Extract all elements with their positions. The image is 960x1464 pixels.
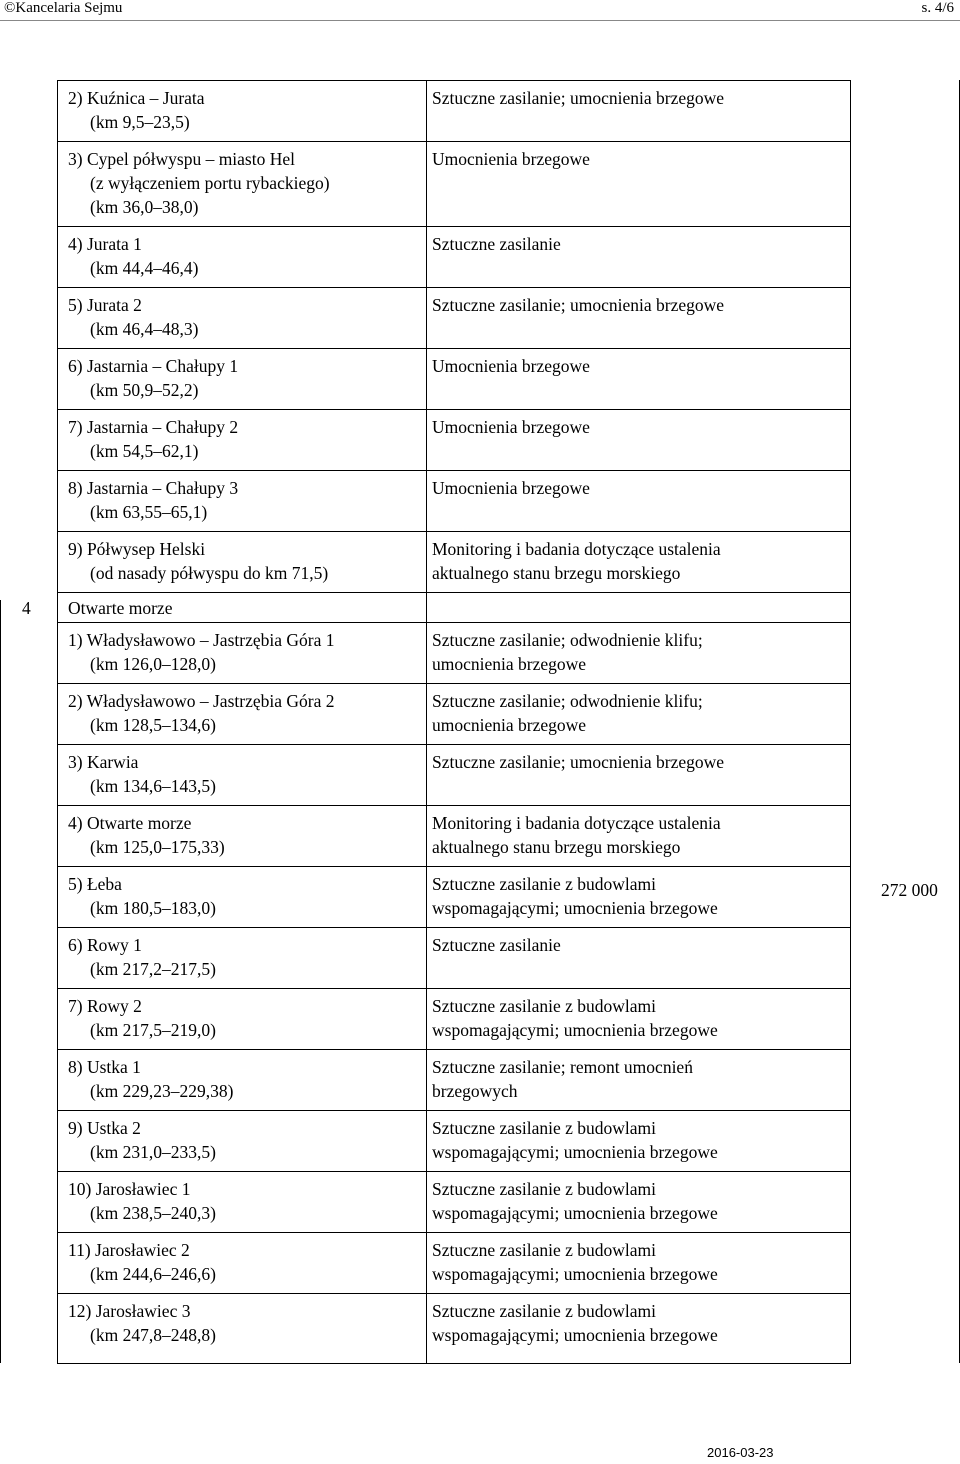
page-header bbox=[0, 0, 960, 20]
row-divider bbox=[57, 622, 851, 623]
location-name: 5) Łeba bbox=[68, 874, 122, 894]
location-name: 2) Władysławowo – Jastrzębia Góra 2 bbox=[68, 691, 335, 711]
location-km: (km 238,5–240,3) bbox=[90, 1203, 216, 1223]
row-divider bbox=[57, 531, 851, 532]
measure-text: Sztuczne zasilanie z budowlami bbox=[432, 874, 657, 894]
measure-text: Sztuczne zasilanie; odwodnienie klifu; bbox=[432, 691, 703, 711]
measure-text: umocnienia brzegowe bbox=[432, 715, 587, 735]
total-amount: 272 000 bbox=[881, 880, 938, 900]
location-name: 12) Jarosławiec 3 bbox=[68, 1301, 191, 1321]
row-divider bbox=[57, 805, 851, 806]
measure-text: Umocnienia brzegowe bbox=[432, 356, 590, 376]
location-km: (km 128,5–134,6) bbox=[90, 715, 216, 735]
location-name: 7) Rowy 2 bbox=[68, 996, 142, 1016]
measure-text: Sztuczne zasilanie z budowlami bbox=[432, 1179, 657, 1199]
location-name: 5) Jurata 2 bbox=[68, 295, 142, 315]
measure-text: umocnienia brzegowe bbox=[432, 654, 587, 674]
row-divider bbox=[57, 1293, 851, 1294]
location-name: 8) Ustka 1 bbox=[68, 1057, 141, 1077]
measure-text: Sztuczne zasilanie bbox=[432, 935, 561, 955]
measure-text: aktualnego stanu brzegu morskiego bbox=[432, 563, 681, 583]
table-bottom-border bbox=[57, 1363, 851, 1364]
page-number: s. 4/6 bbox=[921, 0, 954, 16]
location-km: (km 180,5–183,0) bbox=[90, 898, 216, 918]
measure-text: Umocnienia brzegowe bbox=[432, 478, 590, 498]
location-name: 3) Cypel półwyspu – miasto Hel bbox=[68, 149, 295, 169]
location-km: (km 50,9–52,2) bbox=[90, 380, 199, 400]
measure-text: Sztuczne zasilanie; umocnienia brzegowe bbox=[432, 295, 725, 315]
location-name: 9) Półwysep Helski bbox=[68, 539, 206, 559]
table-border-left bbox=[0, 600, 1, 1363]
row-divider bbox=[57, 988, 851, 989]
location-km: (km 125,0–175,33) bbox=[90, 837, 225, 857]
location-name: 4) Otwarte morze bbox=[68, 813, 192, 833]
row-divider bbox=[57, 348, 851, 349]
measure-text: wspomagającymi; umocnienia brzegowe bbox=[432, 1264, 718, 1284]
location-km: (km 44,4–46,4) bbox=[90, 258, 199, 278]
measure-text: wspomagającymi; umocnienia brzegowe bbox=[432, 1020, 718, 1040]
row-divider bbox=[57, 1171, 851, 1172]
location-km: (km 54,5–62,1) bbox=[90, 441, 199, 461]
measure-text: aktualnego stanu brzegu morskiego bbox=[432, 837, 681, 857]
measure-text: Sztuczne zasilanie z budowlami bbox=[432, 1301, 657, 1321]
copyright-label: ©Kancelaria Sejmu bbox=[4, 0, 123, 16]
measure-text: Sztuczne zasilanie z budowlami bbox=[432, 1240, 657, 1260]
measure-text: Umocnienia brzegowe bbox=[432, 417, 590, 437]
location-name: 10) Jarosławiec 1 bbox=[68, 1179, 191, 1199]
location-km: (km 134,6–143,5) bbox=[90, 776, 216, 796]
row-divider bbox=[57, 287, 851, 288]
measure-text: wspomagającymi; umocnienia brzegowe bbox=[432, 1203, 718, 1223]
row-divider bbox=[57, 927, 851, 928]
measure-text: wspomagającymi; umocnienia brzegowe bbox=[432, 898, 718, 918]
row-divider bbox=[57, 744, 851, 745]
location-km: (km 36,0–38,0) bbox=[90, 197, 199, 217]
measure-text: Sztuczne zasilanie z budowlami bbox=[432, 1118, 657, 1138]
measure-text: Sztuczne zasilanie; odwodnienie klifu; bbox=[432, 630, 703, 650]
location-km: (km 217,2–217,5) bbox=[90, 959, 216, 979]
measure-text: brzegowych bbox=[432, 1081, 518, 1101]
row-divider bbox=[57, 592, 851, 593]
row-divider bbox=[57, 1049, 851, 1050]
location-km: (km 126,0–128,0) bbox=[90, 654, 216, 674]
location-name: 11) Jarosławiec 2 bbox=[68, 1240, 190, 1260]
location-km: (km 46,4–48,3) bbox=[90, 319, 199, 339]
measure-text: Sztuczne zasilanie; umocnienia brzegowe bbox=[432, 88, 725, 108]
measure-text: Sztuczne zasilanie; umocnienia brzegowe bbox=[432, 752, 725, 772]
footer-date: 2016-03-23 bbox=[707, 1445, 774, 1460]
row-divider bbox=[57, 1232, 851, 1233]
location-name: 6) Jastarnia – Chałupy 1 bbox=[68, 356, 239, 376]
location-detail: (z wyłączeniem portu rybackiego) bbox=[90, 173, 330, 193]
row-divider bbox=[57, 683, 851, 684]
location-km: (km 9,5–23,5) bbox=[90, 112, 190, 132]
measure-text: Monitoring i badania dotyczące ustalenia bbox=[432, 813, 721, 833]
location-km: (km 217,5–219,0) bbox=[90, 1020, 216, 1040]
row-divider bbox=[57, 866, 851, 867]
section-title: Otwarte morze bbox=[68, 598, 173, 618]
location-name: 7) Jastarnia – Chałupy 2 bbox=[68, 417, 239, 437]
location-km: (km 63,55–65,1) bbox=[90, 502, 208, 522]
row-divider bbox=[57, 470, 851, 471]
location-name: 6) Rowy 1 bbox=[68, 935, 142, 955]
location-km: (od nasady półwyspu do km 71,5) bbox=[90, 563, 329, 583]
measure-text: wspomagającymi; umocnienia brzegowe bbox=[432, 1142, 718, 1162]
measure-text: wspomagającymi; umocnienia brzegowe bbox=[432, 1325, 718, 1345]
measure-text: Sztuczne zasilanie bbox=[432, 234, 561, 254]
measure-text: Sztuczne zasilanie; remont umocnień bbox=[432, 1057, 693, 1077]
location-name: 1) Władysławowo – Jastrzębia Góra 1 bbox=[68, 630, 335, 650]
location-name: 4) Jurata 1 bbox=[68, 234, 142, 254]
row-divider bbox=[57, 226, 851, 227]
location-name: 3) Karwia bbox=[68, 752, 139, 772]
measure-text: Umocnienia brzegowe bbox=[432, 149, 590, 169]
row-divider bbox=[57, 141, 851, 142]
location-km: (km 247,8–248,8) bbox=[90, 1325, 216, 1345]
location-km: (km 231,0–233,5) bbox=[90, 1142, 216, 1162]
measure-text: Sztuczne zasilanie z budowlami bbox=[432, 996, 657, 1016]
location-name: 9) Ustka 2 bbox=[68, 1118, 141, 1138]
location-name: 2) Kuźnica – Jurata bbox=[68, 88, 205, 108]
section-number: 4 bbox=[22, 598, 31, 618]
location-km: (km 244,6–246,6) bbox=[90, 1264, 216, 1284]
location-name: 8) Jastarnia – Chałupy 3 bbox=[68, 478, 239, 498]
measure-text: Monitoring i badania dotyczące ustalenia bbox=[432, 539, 721, 559]
table-top-border bbox=[57, 80, 851, 81]
header-rule bbox=[0, 20, 960, 21]
row-divider bbox=[57, 1110, 851, 1111]
location-km: (km 229,23–229,38) bbox=[90, 1081, 234, 1101]
row-divider bbox=[57, 409, 851, 410]
